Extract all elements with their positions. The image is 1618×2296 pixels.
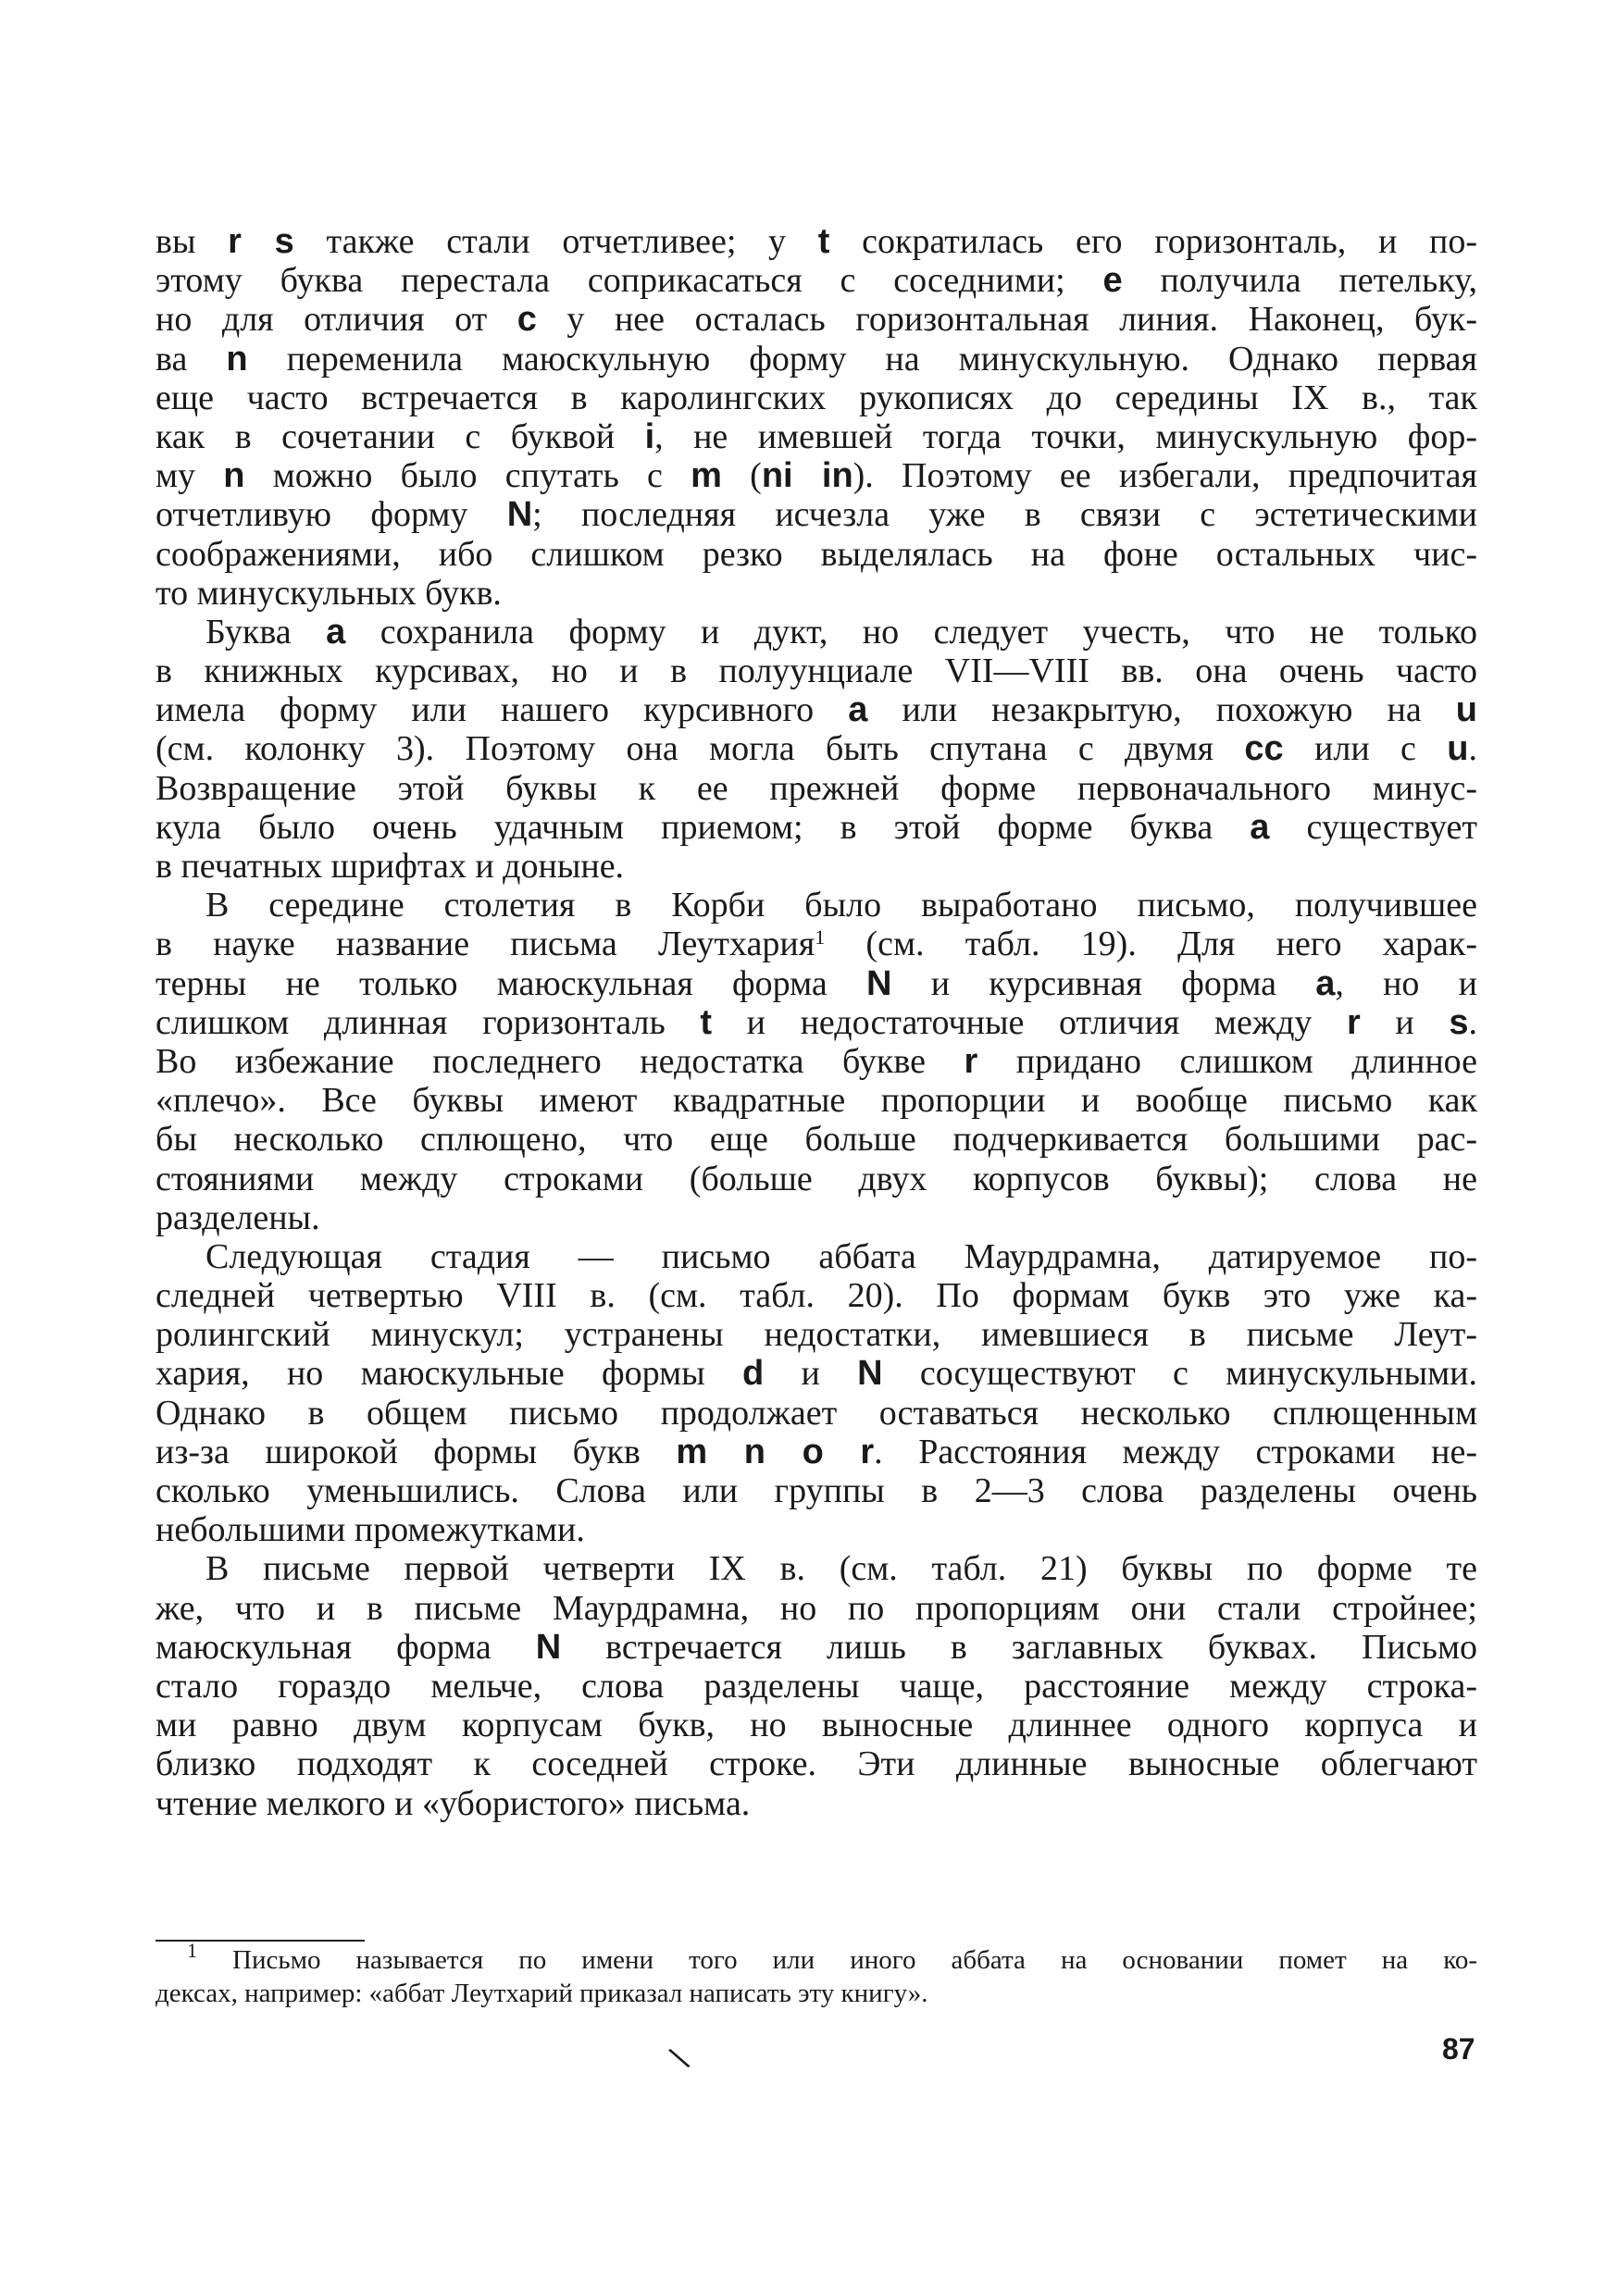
letter-specimen: t (700, 1002, 713, 1042)
text-run: сколько уменьшились. Слова или группы в 2—3 слова разделены очень (156, 1471, 1477, 1510)
text-line (156, 1237, 1477, 1276)
text-line (156, 1589, 1477, 1628)
text-line (156, 1198, 1477, 1237)
text-line (156, 535, 1477, 574)
text-run: у нее осталась горизонтальная линия. Наконец, бук- (536, 300, 1477, 340)
text-run: Следующая стадия — письмо аббата Маурдрамна, датируемое по- (205, 1236, 1477, 1276)
text-line (156, 1120, 1477, 1159)
text-line (156, 1510, 1477, 1549)
text-run: кула было очень удачным приемом; в этой форме буква (156, 807, 1251, 847)
text-line (156, 1667, 1477, 1706)
text-line (156, 769, 1477, 808)
letter-specimen: a (1250, 807, 1270, 847)
letter-specimen: N (866, 963, 892, 1003)
footnote-line (156, 1939, 1477, 1977)
text-line (156, 925, 1477, 963)
text-line (156, 495, 1477, 534)
text-line (156, 1315, 1477, 1354)
letter-specimen: cc (1244, 729, 1284, 769)
text-run: и курсивная форма (891, 963, 1316, 1003)
text-run: и (1360, 1002, 1450, 1042)
text-run: маюскульная форма (156, 1627, 536, 1667)
text-run: то минускульных букв. (156, 573, 502, 613)
text-line (156, 1276, 1477, 1315)
text-line (156, 1003, 1477, 1042)
letter-specimen: i (644, 416, 655, 456)
text-run: небольшими промежутками. (156, 1510, 585, 1550)
letter-specimen: r s (228, 222, 294, 261)
text-line (156, 222, 1477, 261)
letter-specimen: m (691, 456, 722, 496)
text-run: сосуществуют с минускульными. (882, 1354, 1477, 1394)
text-run: соображениями, ибо слишком резко выделялась на фоне остальных чис- (156, 534, 1477, 574)
text-run: придано слишком длинное (977, 1041, 1477, 1081)
text-run: , но и (1335, 963, 1478, 1003)
text-run: стало гораздо мельче, слова разделены чаще, расстояние между строка- (156, 1666, 1477, 1706)
text-run: существует (1269, 807, 1477, 847)
text-run: можно было спутать с (244, 456, 691, 496)
text-run: сохранила форму и дукт, но следует учесть, что не только (345, 612, 1477, 652)
text-line (156, 729, 1477, 768)
text-run: Письмо называется по имени того или иного аббата на основании помет на ко- (197, 1945, 1477, 1975)
text-run: из-за широкой формы букв (156, 1432, 677, 1471)
text-run: Однако в общем письмо продолжает оставаться несколько сплющенным (156, 1393, 1477, 1433)
footnote-line (156, 1977, 1477, 2010)
text-run: в науке название письма Леутхария (156, 925, 815, 964)
text-run: ( (721, 456, 762, 496)
text-run: В письме первой четверти IX в. (см. табл. 21) буквы по форме те (205, 1549, 1477, 1589)
text-run: , не имевшей тогда точки, минускульную фор- (654, 416, 1477, 456)
letter-specimen: t (817, 222, 830, 261)
text-line (156, 613, 1477, 652)
text-line (156, 1471, 1477, 1510)
letter-specimen: m n o r (676, 1432, 875, 1471)
text-run: или незакрытую, похожую на (867, 690, 1456, 730)
text-run: стояниями между строками (больше двух корпусов буквы); слова не (156, 1159, 1477, 1198)
text-line (156, 379, 1477, 417)
text-run: в печатных шрифтах и доныне. (156, 847, 625, 886)
letter-specimen: e (1102, 261, 1123, 301)
text-run: В середине столетия в Корби было выработано письмо, получившее (205, 886, 1477, 925)
text-run: . (1468, 1002, 1477, 1042)
text-line (156, 300, 1477, 339)
text-line (156, 340, 1477, 379)
text-line (156, 1628, 1477, 1667)
text-run: Буква (205, 612, 327, 652)
letter-specimen: ni in (761, 456, 853, 496)
text-run: отчетливую форму (156, 495, 507, 535)
text-run: му (156, 456, 224, 496)
text-run: чтение мелкого и «убористого» письма. (156, 1783, 751, 1823)
letter-specimen: a (326, 612, 346, 652)
body-text (156, 222, 1477, 1823)
text-run: также стали отчетливее; у (293, 222, 818, 261)
text-line (156, 1706, 1477, 1744)
letter-specimen: u (1447, 729, 1469, 769)
text-run: ми равно двум корпусам букв, но выносные длиннее одного корпуса и (156, 1706, 1477, 1745)
text-run: сократилась его горизонталь, и по- (829, 222, 1477, 261)
letter-specimen: r (1347, 1002, 1361, 1042)
text-run: этому буква перестала соприкасаться с соседними; (156, 261, 1103, 301)
text-run: (см. табл. 19). Для него харак- (825, 925, 1477, 964)
text-run: разделены. (156, 1198, 320, 1237)
text-line (156, 1042, 1477, 1081)
text-line (156, 1394, 1477, 1433)
text-run: . Расстояния между строками не- (874, 1432, 1477, 1471)
letter-specimen: N (506, 495, 533, 535)
letter-specimen: a (1315, 963, 1336, 1003)
text-line (156, 964, 1477, 1003)
text-run: Во избежание последнего недостатка букве (156, 1041, 965, 1081)
footnote-marker: 1 (187, 1939, 197, 1962)
letter-specimen: a (848, 690, 868, 730)
text-line (156, 652, 1477, 690)
text-run: «плечо». Все буквы имеют квадратные пропорции и вообще письмо как (156, 1081, 1477, 1121)
text-line (156, 886, 1477, 925)
letter-specimen: u (1455, 690, 1477, 730)
text-run: встречается лишь в заглавных буквах. Письмо (561, 1627, 1477, 1667)
text-run: ва (156, 339, 227, 379)
letter-specimen: c (517, 300, 537, 340)
text-line (156, 808, 1477, 847)
letter-specimen: N (857, 1354, 883, 1394)
text-line (156, 1160, 1477, 1198)
text-run: терны не только маюскульная форма (156, 963, 867, 1003)
text-run: бы несколько сплющено, что еще больше подчеркивается большими рас- (156, 1120, 1477, 1160)
text-run: хария, но маюскульные формы (156, 1354, 742, 1394)
text-run: ролингский минускул; устранены недостатки, имевшиеся в письме Леут- (156, 1315, 1477, 1355)
footnote-marker: 1 (815, 925, 826, 949)
text-line (156, 1081, 1477, 1120)
text-line (156, 1784, 1477, 1823)
text-run: близко подходят к соседней строке. Эти длинные выносные облегчают (156, 1744, 1477, 1784)
text-line (156, 1744, 1477, 1783)
text-line (156, 690, 1477, 729)
text-run: получила петельку, (1122, 261, 1477, 301)
text-run: но для отличия от (156, 300, 517, 340)
text-line (156, 456, 1477, 495)
letter-specimen: n (226, 339, 248, 379)
text-run: следней четвертью VIII в. (см. табл. 20). По формам букв это уже ка- (156, 1276, 1477, 1316)
text-line (156, 417, 1477, 456)
text-run: еще часто встречается в каролингских рукописях до середины IX в., так (156, 378, 1477, 417)
text-run: ). Поэтому ее избегали, предпочитая (853, 456, 1477, 496)
page-number: 87 (1442, 2032, 1475, 2066)
letter-specimen: r (964, 1041, 978, 1081)
page-mark: \ (664, 2037, 694, 2079)
text-run: переменила маюскульную форму на минускульную. Однако первая (247, 339, 1477, 379)
letter-specimen: s (1449, 1002, 1469, 1042)
letter-specimen: n (223, 456, 245, 496)
text-run: Возвращение этой буквы к ее прежней форме первоначального минус- (156, 768, 1477, 808)
text-run: . (1468, 729, 1477, 769)
text-run: слишком длинная горизонталь (156, 1002, 701, 1042)
text-run: и недостаточные отличия между (712, 1002, 1348, 1042)
text-run: имела форму или нашего курсивного (156, 690, 849, 730)
text-line (156, 1549, 1477, 1588)
text-run: как в сочетании с буквой (156, 416, 645, 456)
text-run: (см. колонку 3). Поэтому она могла быть спутана с двумя (156, 729, 1245, 769)
text-run: и (764, 1354, 858, 1394)
text-line (156, 261, 1477, 300)
text-run: вы (156, 222, 229, 261)
letter-specimen: N (535, 1627, 562, 1667)
text-run: ; последняя исчезла уже в связи с эстетическими (532, 495, 1477, 535)
text-run: в книжных курсивах, но и в полуунциале VII—VIII вв. она очень часто (156, 652, 1477, 691)
text-line (156, 1354, 1477, 1393)
letter-specimen: d (741, 1354, 765, 1394)
text-run: дексах, например: «аббат Леутхарий приказал написать эту книгу». (156, 1979, 928, 2008)
text-line (156, 847, 1477, 886)
text-run: же, что и в письме Маурдрамна, но по пропорциям они стали стройнее; (156, 1588, 1477, 1628)
text-run: или с (1283, 729, 1448, 769)
footnote (156, 1939, 1477, 2010)
text-line (156, 574, 1477, 613)
text-line (156, 1433, 1477, 1471)
